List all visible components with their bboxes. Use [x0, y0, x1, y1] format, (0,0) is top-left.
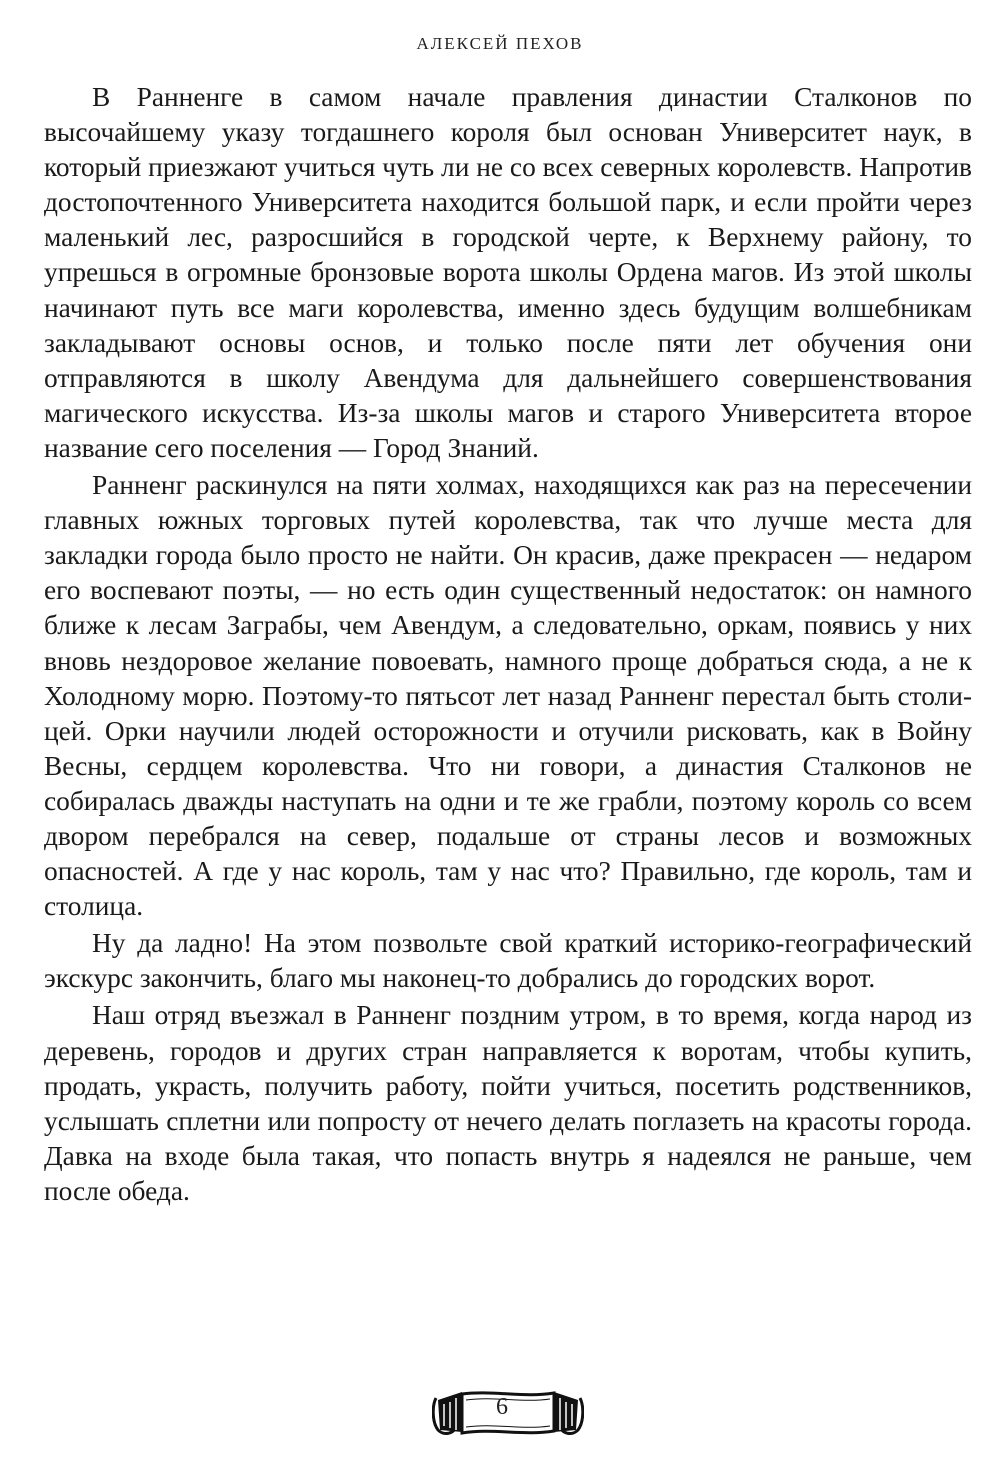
paragraph: Ну да ладно! На этом позвольте свой краткий историко-географический экскурс закончить, благо мы наконец-то добрались до городских ворот. [44, 928, 972, 994]
body-text [44, 80, 972, 1211]
paragraph: В Ранненге в самом начале правления династии Сталконов по высочайшему указу тогдашнего короля был основан Университет наук, в который приезжают учиться чуть ли не со всех северных королевств. Напротив достопочтенного Университета находится большой парк, и если пройти через маленький лес, разросшийся в городской черте, к Верхнему району, то упрешься в огромные бронзовые ворота школы Ордена магов. Из этой школы начинают путь все маги королевства, именно здесь будущим волшебникам закладывают основы основ, и только после пяти лет обучения они отправляются в школу Авендума для дальнейшего совершенствования магического искусства. Из-за школы магов и старого Университета второе название сего поселения — Город Знаний. [44, 82, 972, 463]
paragraph: Ранненг раскинулся на пяти холмах, находящихся как раз на пересечении главных южных торговых путей королевства, так что лучше места для закладки города было просто не найти. Он красив, даже прекрасен — недаром его воспевают поэты, — но есть один существенный недостаток: он намного ближе к лесам Заграбы, чем Авендум, а следовательно, оркам, появись у них вновь нездоровое желание повоевать, намного проще добраться сюда, а не к Холодному морю. Поэтому-то пятьсот лет назад Ранненг перестал быть столицей. Орки научили людей осторожности и отучили рисковать, как в Войну Весны, сердцем королевства. Что ни говори, а династия Сталконов не собиралась дважды наступать на одни и те же грабли, поэтому король со всем двором перебрался на север, подальше от страны лесов и возможных опасностей. А где у нас король, там у нас что? Правильно, где король, там и столица. [44, 470, 972, 922]
page-number: 6 [496, 1394, 508, 1420]
page-footer [0, 1384, 1000, 1444]
running-header-author: АЛЕКСЕЙ ПЕХОВ [416, 34, 584, 53]
paragraph: Наш отряд въезжал в Ранненг поздним утром, в то время, когда народ из деревень, городов и других стран направляется к воротам, чтобы купить, продать, украсть, получить работу, пойти учиться, посетить родственников, услышать сплетни или попросту от нечего делать поглазеть на красоты города. Давка на входе была такая, что попасть внутрь я надеялся не раньше, чем после обеда. [44, 1000, 972, 1206]
